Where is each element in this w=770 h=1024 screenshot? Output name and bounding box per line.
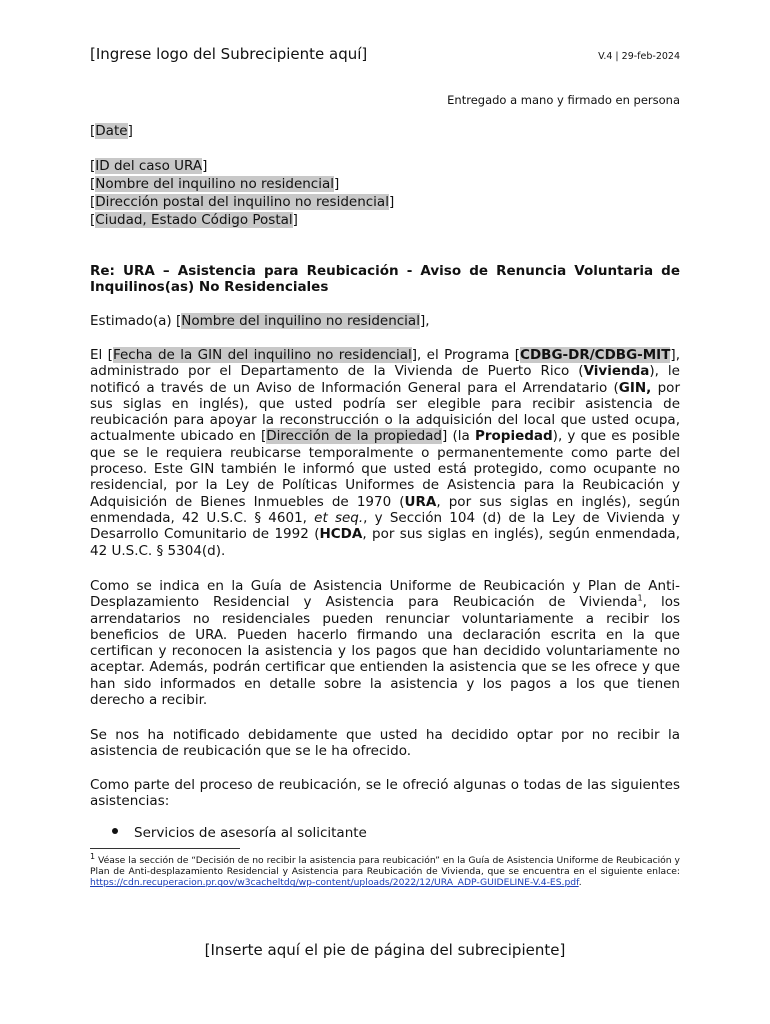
subject-line: Re: URA – Asistencia para Reubicación - Aviso de Renuncia Voluntaria de Inquilinos(as) No Residenciales [90,263,680,296]
city-state-zip-line: [Ciudad, Estado Código Postal] [90,212,298,228]
tenant-name-line: [Nombre del inquilino no residencial] [90,176,340,192]
gin-date-field[interactable]: Fecha de la GIN del inquilino no residencial [112,347,412,363]
tenant-address-field[interactable]: Dirección postal del inquilino no residencial [95,194,389,210]
case-id-line: [ID del caso URA] [90,158,208,174]
property-address-field[interactable]: Dirección de la propiedad [266,428,442,445]
guideline-link[interactable]: https://cdn.recuperacion.pr.gov/w3cacheltdg/wp-content/uploads/2022/12/URA_ADP-GUIDELINE-V.4-ES.pdf [90,877,579,889]
footer-placeholder: [Inserte aquí el pie de página del subrecipiente] [204,941,566,959]
logo-placeholder: [Ingrese logo del Subrecipiente aquí] [90,45,368,63]
tenant-address-line: [Dirección postal del inquilino no residencial] [90,194,395,210]
footnote-ref: 1 [637,593,643,603]
paragraph-notified: Se nos ha notificado debidamente que usted ha decidido optar por no recibir la asistencia de reubicación que se le ha ofrecido. [90,727,680,760]
date-line: [Date] [90,123,133,139]
tenant-name-field[interactable]: Nombre del inquilino no residencial [95,176,334,192]
city-state-zip-field[interactable]: Ciudad, Estado Código Postal [95,212,293,228]
footnote: $^1$ Véase la sección de “Decisión de no recibir la asistencia para reubicación” en la Guía de Asistencia Uniforme de Reubicación y Plan de Anti-desplazamiento Residencial y Asistencia para Reubicación de Vivienda, que se encuentra en el siguiente enlace: https://cdn.recuperacion.pr.gov/w3cacheltdg/wp-content/uploads/2022/12/URA_ADP-GUIDELINE-V.4-ES.pdf. [90,851,680,889]
delivery-method: Entregado a mano y firmado en persona [447,93,680,107]
list-item: Servicios de asesoría al solicitante [112,825,367,841]
letter-page [90,0,680,1024]
bullet-icon [112,828,118,834]
date-field[interactable]: Date [95,123,128,139]
salutation-name-field[interactable]: Nombre del inquilino no residencial [181,313,420,329]
paragraph-waiver-guide: Como se indica en la Guía de Asistencia Uniforme de Reubicación y Plan de Anti-Desplazamiento Residencial y Asistencia para Reubicación de Vivienda$^1$, los arrendatarios no residenciales pueden renunciar voluntariamente a recibir los beneficios de URA. Pueden hacerlo firmando una declaración escrita en la que certifican y reconocen la asistencia y los pagos que han decidido voluntariamente no aceptar. Además, podrán certificar que entienden la asistencia que se les ofrece y que han sido informados en detalle sobre la asistencia y los pagos a los que tienen derecho a recibir. [90,578,680,709]
program-field[interactable]: CDBG-DR/CDBG-MIT [520,347,671,363]
footnote-divider [90,848,240,849]
version-label: V.4 | 29-feb-2024 [598,51,680,62]
case-id-field[interactable]: ID del caso URA [95,158,203,174]
paragraph-gin-notice: El [Fecha de la GIN del inquilino no residencial], el Programa [CDBG-DR/CDBG-MIT], administrado por el Departamento de la Vivienda de Puerto Rico (Vivienda), le notificó a través de un Aviso de Información General para el Arrendatario (GIN, por sus siglas en inglés), que usted podría ser elegible para recibir asistencia de reubicación para apoyar la reconstrucción o la adquisición del local que usted ocupa, actualmente ubicado en [Dirección de la propiedad] (la Propiedad), y que es posible que se le requiera reubicarse temporalmente o permanentemente como parte del proceso. Este GIN también le informó que usted está protegido, como ocupante no residencial, por la Ley de Políticas Uniformes de Asistencia para la Reubicación y Adquisición de Bienes Inmuebles de 1970 (URA, por sus siglas en inglés), según enmendada, 42 U.S.C. § 4601, et seq., y Sección 104 (d) de la Ley de Vivienda y Desarrollo Comunitario de 1992 (HCDA, por sus siglas en inglés), según enmendada, 42 U.S.C. § 5304(d). [90,347,681,559]
salutation: Estimado(a) [Nombre del inquilino no residencial], [90,313,430,329]
paragraph-assistance-offered: Como parte del proceso de reubicación, se le ofreció algunas o todas de las siguientes asistencias: [90,777,680,810]
recipient-block [90,157,394,229]
